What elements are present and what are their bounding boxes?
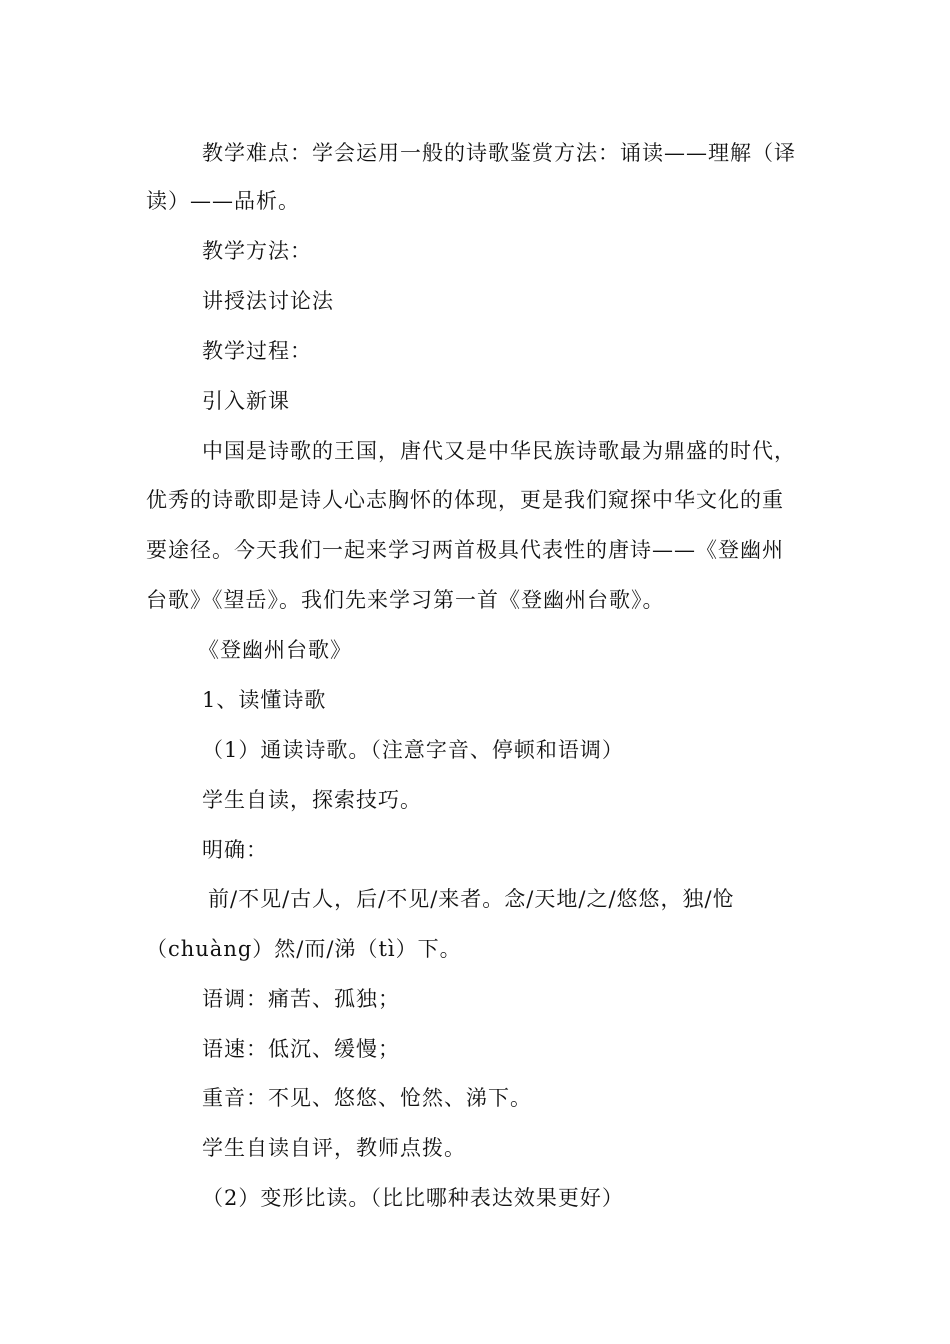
speed-text: 语速：低沉、缓慢； — [202, 1037, 400, 1061]
step-2-heading: （2）变形比读。（比比哪种表达效果更好） — [202, 1186, 624, 1210]
process-heading: 教学过程： — [202, 339, 312, 363]
difficulty-line-1: 教学难点：学会运用一般的诗歌鉴赏方法：诵读——理解（译 — [202, 141, 796, 165]
section-1-heading: 1、读懂诗歌 — [202, 688, 327, 712]
poem-pause-line-2: （chuàng）然/而/涕（tì）下。 — [146, 937, 462, 961]
method-text: 讲授法讨论法 — [202, 289, 334, 313]
intro-heading: 引入新课 — [202, 389, 290, 413]
intro-line-1: 中国是诗歌的王国，唐代又是中华民族诗歌最为鼎盛的时代， — [202, 439, 796, 463]
difficulty-line-2: 读）——品析。 — [146, 189, 300, 213]
poem-title: 《登幽州台歌》 — [198, 638, 352, 662]
stress-text: 重音：不见、悠悠、怆然、涕下。 — [202, 1086, 532, 1110]
method-heading: 教学方法： — [202, 239, 312, 263]
intro-line-3: 要途径。今天我们一起来学习两首极具代表性的唐诗——《登幽州 — [146, 538, 784, 562]
clarify-heading: 明确： — [202, 838, 268, 862]
intro-line-2: 优秀的诗歌即是诗人心志胸怀的体现，更是我们窥探中华文化的重 — [146, 488, 784, 512]
student-read-text: 学生自读，探索技巧。 — [202, 788, 422, 812]
step-1-heading: （1）通读诗歌。（注意字音、停顿和语调） — [202, 738, 624, 762]
intro-line-4: 台歌》《望岳》。我们先来学习第一首《登幽州台歌》。 — [146, 588, 665, 612]
poem-pause-line-1: 前/不见/古人，后/不见/来者。念/天地/之/悠悠，独/怆 — [208, 887, 735, 911]
tone-text: 语调：痛苦、孤独； — [202, 987, 400, 1011]
self-evaluate-text: 学生自读自评，教师点拨。 — [202, 1136, 466, 1160]
